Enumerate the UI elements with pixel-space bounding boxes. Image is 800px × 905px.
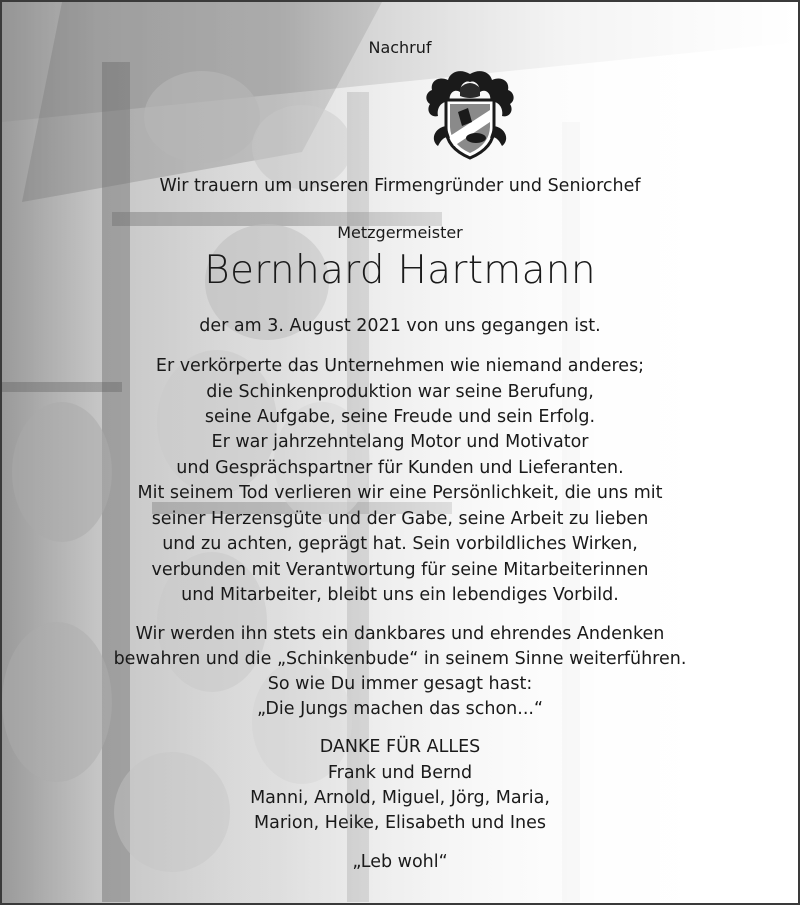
farewell-line: „Leb wohl“ [352,852,448,872]
notice-text [2,2,798,903]
signature-line: Frank und Bernd [327,763,473,783]
tribute-line: Er verkörperte das Unternehmen wie niemand anderes; [155,356,645,376]
tribute-line: Mit seinem Tod verlieren wir eine Persönlichkeit, die uns mit [137,483,663,503]
death-date-line: der am 3. August 2021 von uns gegangen ist. [199,316,601,336]
coat-of-arms-icon [420,66,520,162]
tribute-line: Er war jahrzehntelang Motor und Motivator [211,432,589,452]
signature-line: Marion, Heike, Elisabeth und Ines [254,813,546,833]
tribute-line: und Mitarbeiter, bleibt uns ein lebendiges Vorbild. [181,585,619,605]
tribute-line: seine Aufgabe, seine Freude und sein Erfolg. [204,407,596,427]
remembrance-line: Wir werden ihn stets ein dankbares und ehrendes Andenken [135,624,665,644]
tribute-line: die Schinkenproduktion war seine Berufung, [206,382,594,402]
thanks-line: DANKE FÜR ALLES [319,737,481,757]
intro-line: Wir trauern um unseren Firmengründer und Seniorchef [159,176,641,196]
notice-label: Nachruf [368,38,432,57]
remembrance-line: „Die Jungs machen das schon...“ [256,699,544,719]
signature-line: Manni, Arnold, Miguel, Jörg, Maria, [250,788,550,808]
remembrance-line: So wie Du immer gesagt hast: [267,674,533,694]
tribute-line: und Gesprächspartner für Kunden und Lieferanten. [176,458,624,478]
profession: Metzgermeister [337,223,463,242]
tribute-line: seiner Herzensgüte und der Gabe, seine Arbeit zu lieben [151,509,649,529]
deceased-name: Bernhard Hartmann [204,248,596,293]
tribute-line: und zu achten, geprägt hat. Sein vorbildliches Wirken, [162,534,638,554]
tribute-line: verbunden mit Verantwortung für seine Mitarbeiterinnen [151,560,649,580]
remembrance-line: bewahren und die „Schinkenbude“ in seinem Sinne weiterführen. [113,649,687,669]
